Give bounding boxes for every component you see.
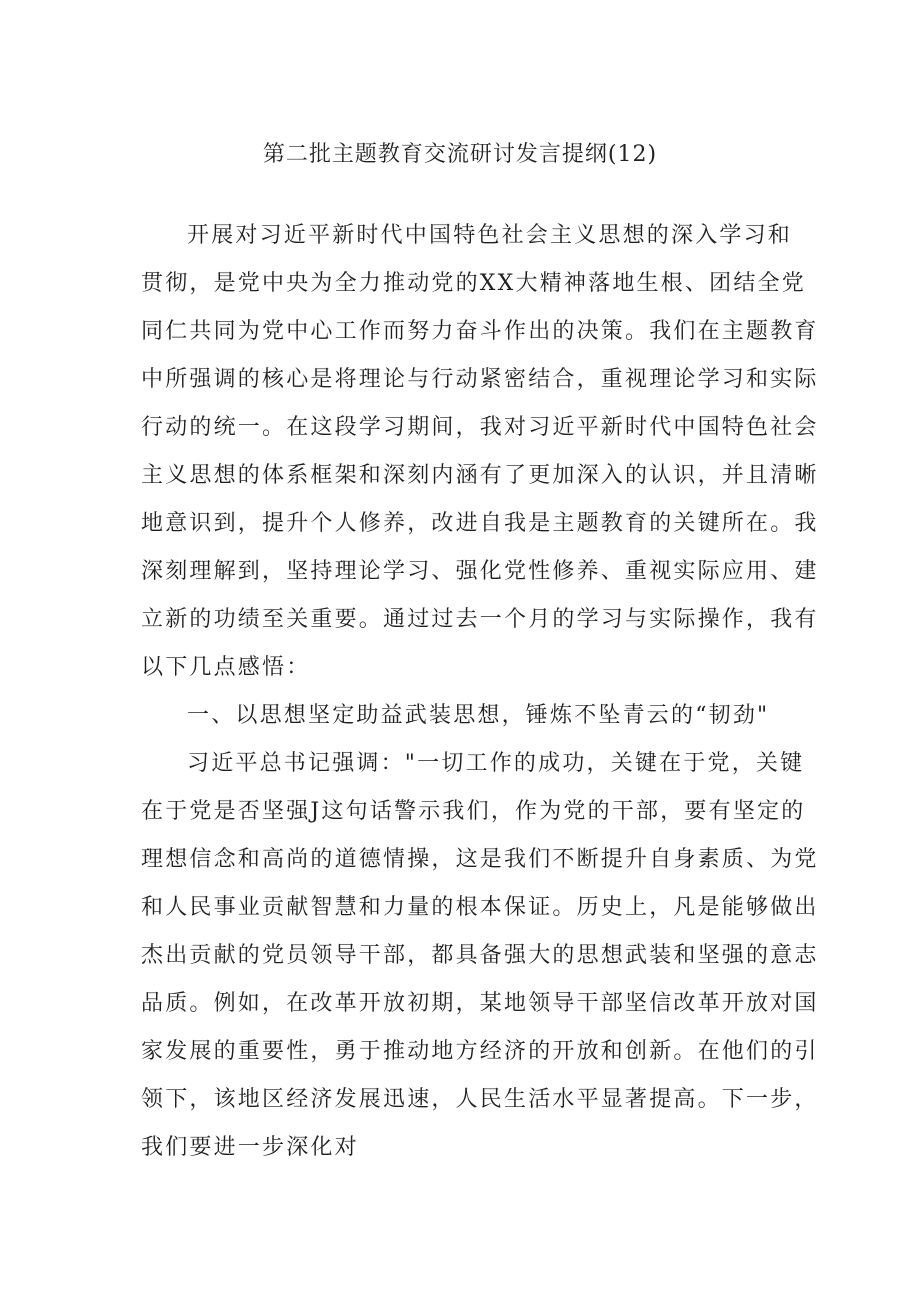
body-line: 习近平总书记强调："一切工作的成功，关键在于党，关键 xyxy=(187,751,805,776)
body-line: 地意识到，提升个人修养，改进自我是主题教育的关键所在。我 xyxy=(141,511,819,536)
body-line: 主义思想的体系框架和深刻内涵有了更加深入的认识，并且清晰 xyxy=(141,463,819,488)
body-line: 贯彻，是党中央为全力推动党的XX大精神落地生根、团结全党 xyxy=(141,271,806,296)
body-line: 杰出贡献的党员领导干部，都具备强大的思想武装和坚强的意志 xyxy=(141,943,819,968)
body-line: 行动的统一。在这段学习期间，我对习近平新时代中国特色社会 xyxy=(141,415,819,440)
document-body xyxy=(141,212,819,1172)
body-line: 立新的功绩至关重要。通过过去一个月的学习与实际操作，我有 xyxy=(141,607,819,632)
body-line: 理想信念和高尚的道德情操，这是我们不断提升自身素质、为党 xyxy=(141,847,819,872)
body-line: 以下几点感悟： xyxy=(141,655,311,680)
body-line: 同仁共同为党中心工作而努力奋斗作出的决策。我们在主题教育 xyxy=(141,319,819,344)
document-title: 第二批主题教育交流研讨发言提纲(12) xyxy=(262,142,658,167)
body-line: 领下，该地区经济发展迅速，人民生活水平显著提高。下一步， xyxy=(141,1087,819,1112)
section-heading: 一、以思想坚定助益武装思想，锤炼不坠青云的“韧劲" xyxy=(187,703,770,728)
body-line: 和人民事业贡献智慧和力量的根本保证。历史上，凡是能够做出 xyxy=(141,895,819,920)
body-line: 中所强调的核心是将理论与行动紧密结合，重视理论学习和实际 xyxy=(141,367,819,392)
body-line: 品质。例如，在改革开放初期，某地领导干部坚信改革开放对国 xyxy=(141,991,819,1016)
body-line: 在于党是否坚强J这句话警示我们，作为党的干部，要有坚定的 xyxy=(141,799,806,824)
body-line: 深刻理解到，坚持理论学习、强化党性修养、重视实际应用、建 xyxy=(141,559,819,584)
body-line: 我们要进一步深化对 xyxy=(141,1135,359,1160)
body-line: 开展对习近平新时代中国特色社会主义思想的深入学习和 xyxy=(187,223,793,248)
body-line: 家发展的重要性，勇于推动地方经济的开放和创新。在他们的引 xyxy=(141,1039,819,1064)
